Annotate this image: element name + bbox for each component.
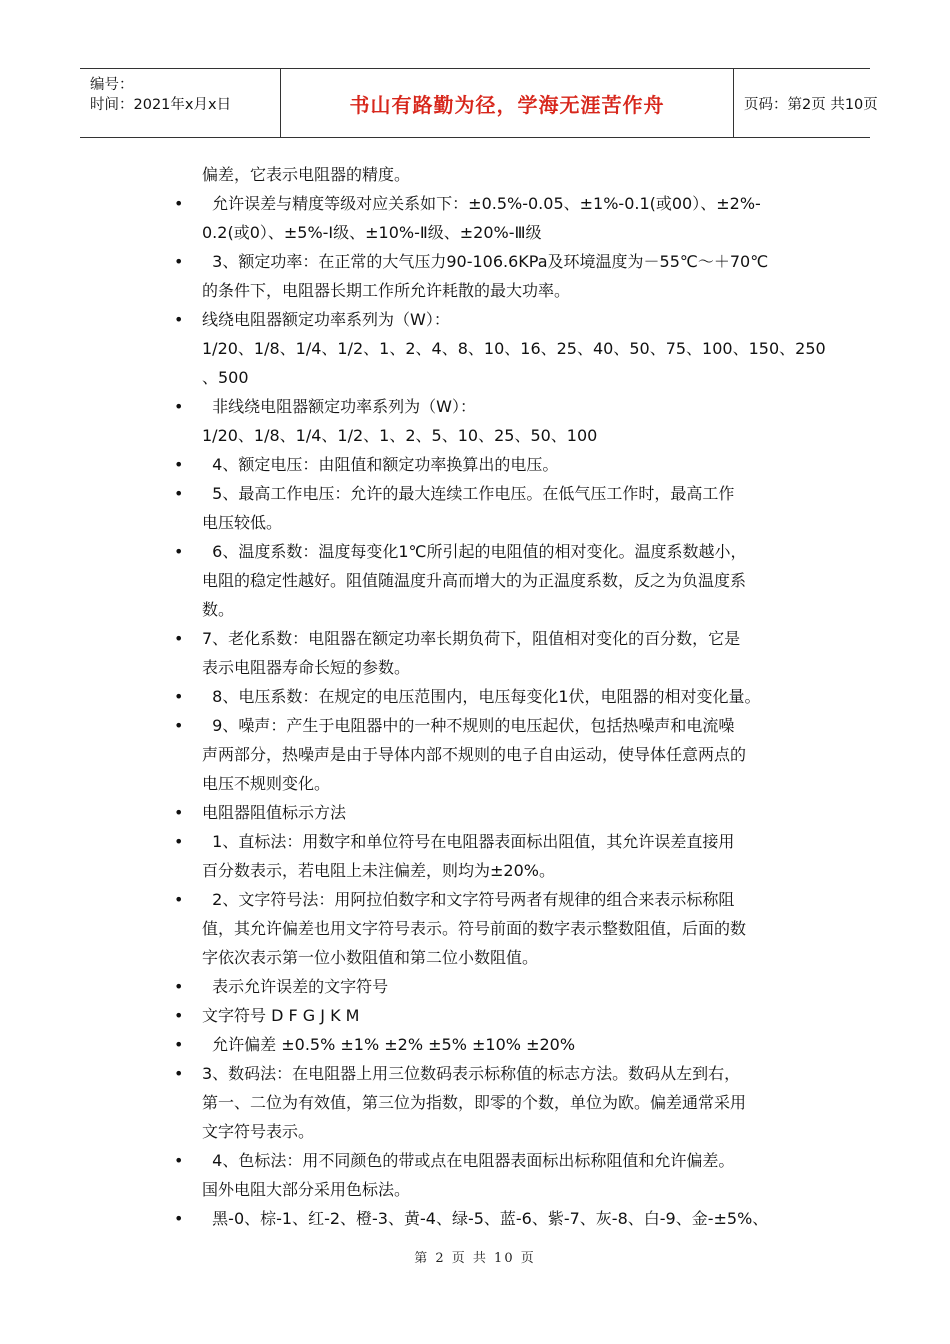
- paragraph-line: 5、最高工作电压：允许的最大连续工作电压。在低气压工作时，最高工作: [202, 484, 735, 503]
- paragraph-line: 字依次表示第一位小数阻值和第二位小数阻值。: [202, 948, 539, 967]
- paragraph-line: 非线绕电阻器额定功率系列为（W）：: [202, 397, 476, 416]
- paragraph-line: 4、色标法：用不同颜色的带或点在电阻器表面标出标称阻值和允许偏差。: [202, 1151, 735, 1170]
- page-header: [80, 68, 878, 138]
- paragraph-item: [0, 682, 822, 711]
- bullet-icon: •: [174, 803, 184, 822]
- bullet-icon: •: [174, 1006, 184, 1025]
- paragraph-line: 声两部分，热噪声是由于导体内部不规则的电子自由运动，使导体任意两点的: [202, 745, 747, 764]
- paragraph-item: [0, 247, 822, 305]
- paragraph-line: 4、额定电压：由阻值和额定功率换算出的电压。: [202, 455, 559, 474]
- bullet-icon: •: [174, 542, 184, 561]
- paragraph-line: 允许误差与精度等级对应关系如下：±0.5%-0.05、±1%-0.1(或00）、±2%-: [202, 194, 761, 213]
- header-motto: 书山有路勤为径，学海无涯苦作舟: [280, 69, 734, 137]
- bullet-icon: •: [174, 194, 184, 213]
- paragraph-item: [0, 827, 822, 885]
- paragraph-line: 2、文字符号法：用阿拉伯数字和文字符号两者有规律的组合来表示标称阻: [202, 890, 735, 909]
- paragraph-item: [0, 1059, 822, 1146]
- paragraph-item: [0, 160, 822, 189]
- paragraph-line: 国外电阻大部分采用色标法。: [202, 1180, 411, 1199]
- paragraph-item: [0, 537, 822, 624]
- paragraph-line: 电阻器阻值标示方法: [202, 803, 347, 822]
- bullet-icon: •: [174, 1035, 184, 1054]
- paragraph-line: 1、直标法：用数字和单位符号在电阻器表面标出阻值，其允许误差直接用: [202, 832, 735, 851]
- paragraph-line: 、500: [202, 368, 249, 387]
- paragraph-line: 电压较低。: [202, 513, 283, 532]
- paragraph-item: [0, 1204, 822, 1233]
- document-number-label: 编号：: [90, 77, 134, 93]
- paragraph-item: [0, 1030, 822, 1059]
- paragraph-line: 值，其允许偏差也用文字符号表示。符号前面的数字表示整数阻值，后面的数: [202, 919, 747, 938]
- bullet-icon: •: [174, 629, 184, 648]
- paragraph-item: [0, 305, 826, 392]
- paragraph-line: 电压不规则变化。: [202, 774, 331, 793]
- bullet-icon: •: [174, 977, 184, 996]
- paragraph-line: 8、电压系数：在规定的电压范围内，电压每变化1伏，电阻器的相对变化量。: [202, 687, 761, 706]
- paragraph-line: 7、老化系数：电阻器在额定功率长期负荷下，阻值相对变化的百分数，它是: [202, 629, 741, 648]
- paragraph-line: 的条件下，电阻器长期工作所允许耗散的最大功率。: [202, 281, 571, 300]
- bullet-icon: •: [174, 716, 184, 735]
- page-footer: 第 2 页 共 10 页: [414, 1251, 536, 1266]
- paragraph-line: 线绕电阻器额定功率系列为（W）：: [202, 310, 450, 329]
- paragraph-line: 表示电阻器寿命长短的参数。: [202, 658, 411, 677]
- bullet-icon: •: [174, 687, 184, 706]
- document-body: [0, 160, 950, 1233]
- paragraph-line: 文字符号 D F G J K M: [202, 1006, 360, 1025]
- paragraph-item: [0, 972, 822, 1001]
- bullet-icon: •: [174, 1209, 184, 1228]
- paragraph-item: [0, 392, 822, 450]
- paragraph-item: [0, 450, 822, 479]
- paragraph-line: 黑-0、棕-1、红-2、橙-3、黄-4、绿-5、蓝-6、紫-7、灰-8、白-9、金-±5%、: [202, 1209, 769, 1228]
- document-time-label: 时间：2021年x月x日: [90, 97, 232, 113]
- paragraph-item: [0, 711, 822, 798]
- paragraph-line: 允许偏差 ±0.5% ±1% ±2% ±5% ±10% ±20%: [202, 1035, 576, 1054]
- paragraph-item: [0, 189, 822, 247]
- header-page-info: 页码：第2页 共10页: [744, 96, 878, 113]
- paragraph-item: [0, 1146, 822, 1204]
- paragraph-line: 数。: [202, 600, 235, 619]
- paragraph-item: [0, 885, 822, 972]
- paragraph-line: 3、额定功率：在正常的大气压力90-106.6KPa及环境温度为－55℃～＋70℃: [202, 252, 769, 271]
- bullet-icon: •: [174, 832, 184, 851]
- paragraph-line: 3、数码法：在电阻器上用三位数码表示标称值的标志方法。数码从左到右，: [202, 1064, 741, 1083]
- paragraph-line: 百分数表示，若电阻上未注偏差，则均为±20%。: [202, 861, 555, 880]
- bullet-icon: •: [174, 455, 184, 474]
- paragraph-line: 6、温度系数：温度每变化1℃所引起的电阻值的相对变化。温度系数越小，: [202, 542, 747, 561]
- paragraph-item: [0, 1001, 822, 1030]
- paragraph-line: 9、噪声：产生于电阻器中的一种不规则的电压起伏，包括热噪声和电流噪: [202, 716, 735, 735]
- paragraph-line: 文字符号表示。: [202, 1122, 315, 1141]
- paragraph-line: 1/20、1/8、1/4、1/2、1、2、5、10、25、50、100: [202, 426, 598, 445]
- paragraph-line: 0.2(或0）、±5%-Ⅰ级、±10%-Ⅱ级、±20%-Ⅲ级: [202, 223, 542, 242]
- bullet-icon: •: [174, 1151, 184, 1170]
- paragraph-item: [0, 798, 822, 827]
- paragraph-line: 偏差，它表示电阻器的精度。: [202, 165, 411, 184]
- paragraph-line: 表示允许误差的文字符号: [202, 977, 389, 996]
- bullet-icon: •: [174, 310, 184, 329]
- paragraph-item: [0, 479, 822, 537]
- paragraph-line: 第一、二位为有效值，第三位为指数，即零的个数，单位为欧。偏差通常采用: [202, 1093, 747, 1112]
- header-left-cell: [80, 69, 280, 137]
- bullet-icon: •: [174, 484, 184, 503]
- bullet-icon: •: [174, 1064, 184, 1083]
- paragraph-line: 1/20、1/8、1/4、1/2、1、2、4、8、10、16、25、40、50、75、100、150、250: [202, 339, 826, 358]
- paragraph-item: [0, 624, 822, 682]
- bullet-icon: •: [174, 397, 184, 416]
- bullet-icon: •: [174, 252, 184, 271]
- bullet-icon: •: [174, 890, 184, 909]
- paragraph-line: 电阻的稳定性越好。阻值随温度升高而增大的为正温度系数，反之为负温度系: [202, 571, 747, 590]
